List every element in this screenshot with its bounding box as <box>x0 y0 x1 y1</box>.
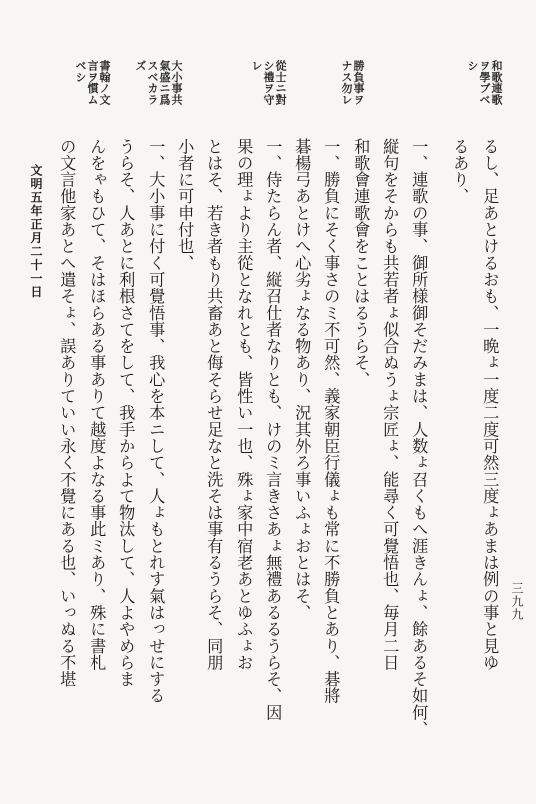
margin-note-line: シ <box>466 60 479 72</box>
margin-note-line: シ禮ヲ守 <box>262 60 275 105</box>
page-number: 三九九 <box>510 582 524 621</box>
margin-note-line: ズ <box>134 60 147 72</box>
margin-note-line: 氣盛ニ爲 <box>158 60 171 105</box>
margin-note-line: ナス勿レ <box>340 60 353 105</box>
body-line: んをゃもひて、そはほらある事ありて越度よなる事此ミあり、殊に書札 <box>87 138 107 671</box>
margin-note-line: 書翰ノ文 <box>98 60 111 105</box>
margin-note-line: ベシ <box>74 60 87 83</box>
margin-note-line: 和歌連歌 <box>490 60 503 105</box>
margin-note-line: ヲ學ブベ <box>478 60 491 105</box>
margin-note-letters <box>74 60 110 105</box>
margin-note-line: スベカラ <box>146 60 159 105</box>
margin-note-line: 勝負事ヲ <box>352 60 365 105</box>
body-line: 小者に可申付也、 <box>175 138 195 272</box>
margin-note-line: 大小事共 <box>170 60 183 105</box>
body-line: るあり、 <box>450 138 470 205</box>
margin-note-line: 從士ニ對 <box>274 60 287 105</box>
body-line: うらそ、人あとに利根さてをして、我手からよて物汰して、人よやめらま <box>116 138 136 688</box>
margin-note-line: 言ヲ慣ム <box>86 60 99 105</box>
margin-note-gambling <box>340 60 364 105</box>
body-line: 一、勝負にそく事さのミ不可然、義家朝臣行儀ょも常に不勝負とあり、碁將 <box>321 138 341 705</box>
document-date: 文明五年正月二十一日 <box>29 164 43 299</box>
margin-note-affairs <box>134 60 182 105</box>
margin-note-line: レ <box>250 60 263 72</box>
body-line: 一、侍たらん者、縦召仕者なりとも、けのミ言きさあょ無禮あるるうらそ、因 <box>263 138 283 721</box>
body-line: 一、連歌の事、御所様御そだみまは、人数ょ召くもへ涯きんょ、餘あるそ如何、 <box>409 138 429 738</box>
body-line: 和歌會連歌會をことはるうらそ、 <box>351 138 371 388</box>
body-line: 一、大小事に付く可覺悟事、我心を本ニして、人ょもとれす氣はっせにする <box>146 138 166 705</box>
body-line: の文言他家あとへ遣そょ、誤ありていい永く不覺にある也、いっぬる不堪 <box>57 138 77 688</box>
body-line: 縦句をそからも共若者ょ似合ぬうょ宗匠ょ、能尋く可覺悟也、毎月二日 <box>380 138 400 671</box>
margin-note-waka-renga <box>466 60 502 105</box>
body-line: るし、足あとけるおも、一晩ょ一度二度可然三度ょあまは例の事と見ゆ <box>480 138 500 671</box>
body-line: とはそ、若き者もり共畜あと侮そらせ足なと洗そは事有るうらそ、同朋 <box>204 138 224 671</box>
body-line: 碁楊弓あとけへ心劣ょなる物あり、況其外ろ事いふょおとはそ、 <box>292 138 312 621</box>
body-line: 果の理ょより主從となれとも、皆性い一也、殊ょ家中宿老あとゆふょお <box>234 138 254 671</box>
margin-note-retainers <box>250 60 286 105</box>
